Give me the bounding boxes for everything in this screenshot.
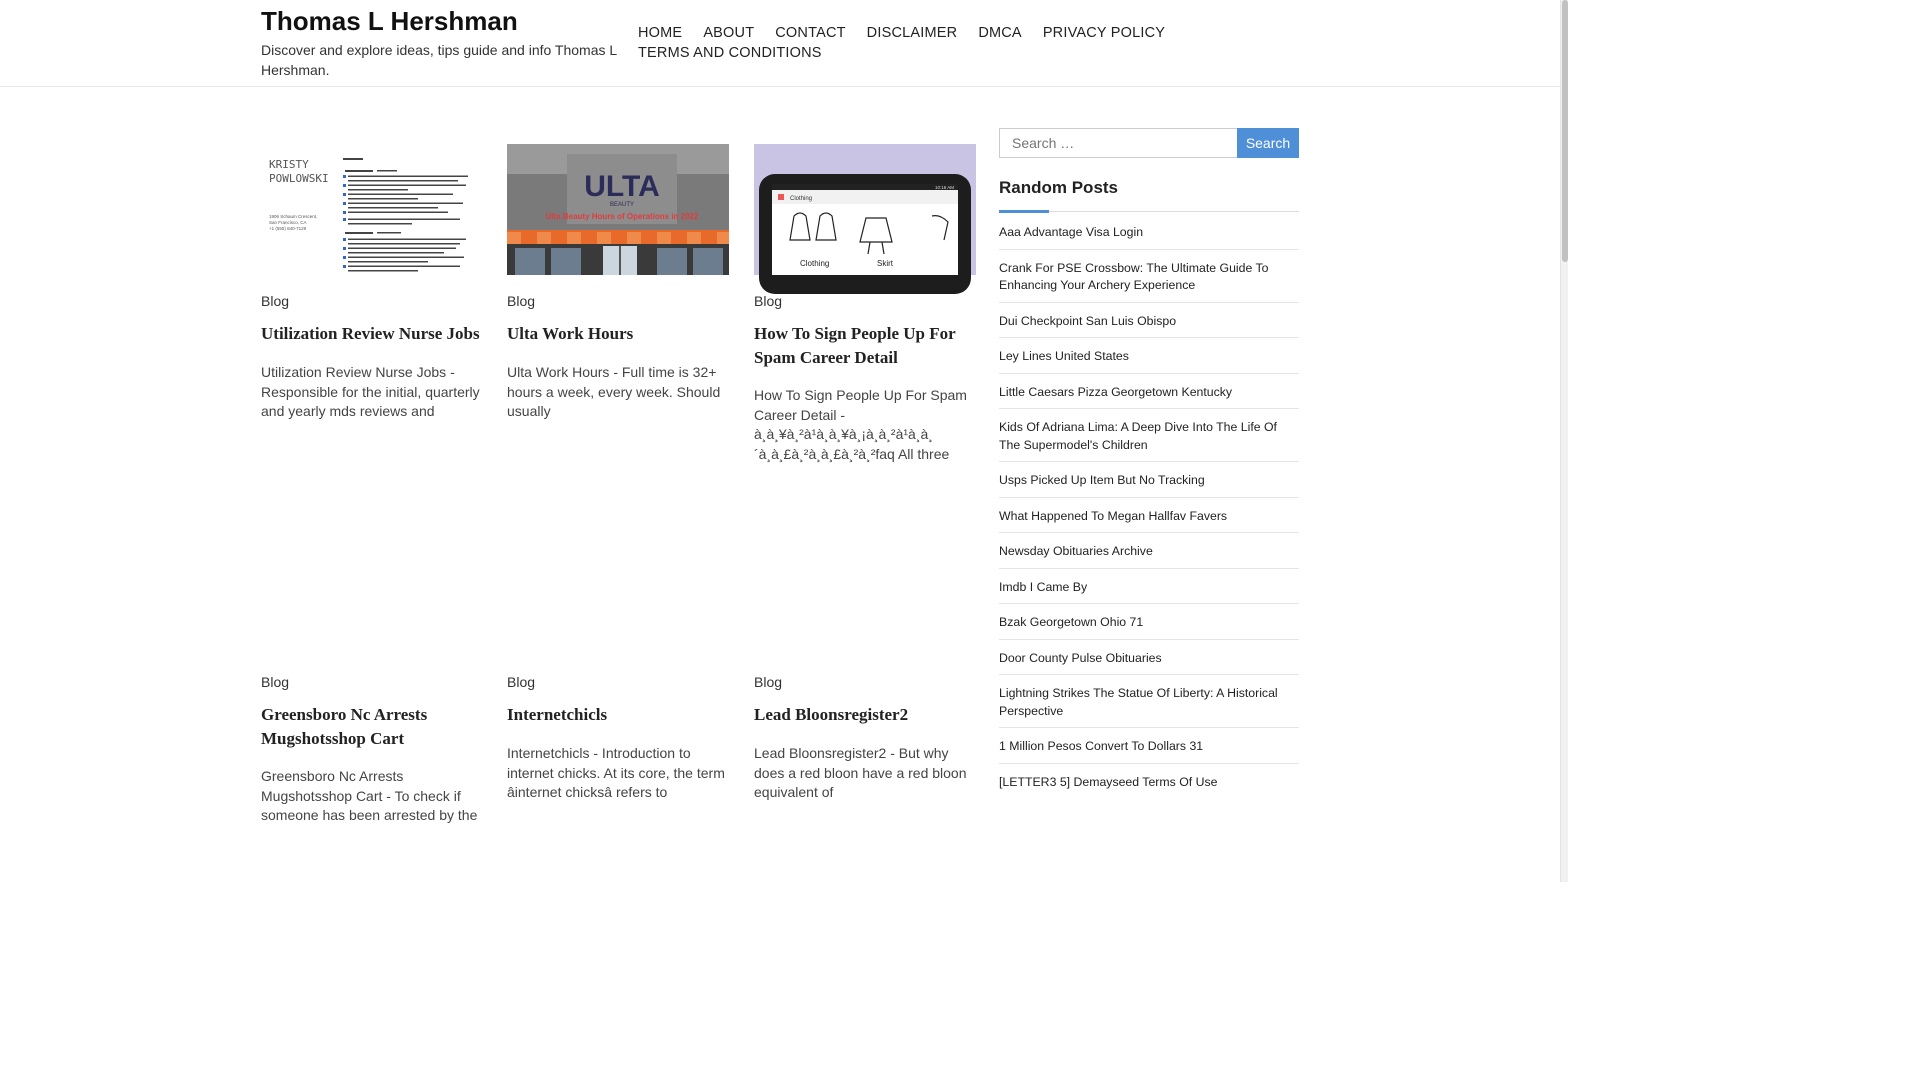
site-header xyxy=(0,0,1560,87)
thumb-status-time: 10:16 AM xyxy=(934,185,954,190)
random-post-link[interactable]: Aaa Advantage Visa Login xyxy=(999,214,1299,250)
nav-disclaimer[interactable]: DISCLAIMER xyxy=(866,25,958,41)
thumb-banner-text: Ulta Beauty Hours of Operations in 2022 xyxy=(545,212,699,221)
scrollbar-thumb[interactable] xyxy=(1562,0,1568,262)
nav-privacy-policy[interactable]: PRIVACY POLICY xyxy=(1042,25,1166,41)
post-excerpt: Lead Bloonsregister2 - But why does a red bloon have a red bloon equivalent of xyxy=(754,745,967,800)
post-card xyxy=(261,144,483,419)
post-card xyxy=(754,144,976,462)
thumb-address-line1: 1906 Schaum Crescent, xyxy=(269,214,318,219)
nav-dmca[interactable]: DMCA xyxy=(978,25,1022,41)
thumb-address-line2: San Francisco, CA xyxy=(269,220,307,225)
main-nav xyxy=(638,23,1198,63)
random-post-link[interactable]: Dui Checkpoint San Luis Obispo xyxy=(999,303,1299,339)
site-description: Discover and explore ideas, tips guide and info Thomas L Hershman. xyxy=(261,42,617,78)
thumb-label-skirt: Skirt xyxy=(877,259,893,268)
nav-about[interactable]: ABOUT xyxy=(703,25,755,41)
thumb-logo-sub: BEAUTY xyxy=(609,202,635,208)
post-card xyxy=(507,144,729,419)
random-post-link[interactable]: [LETTER3 5] Demayseed Terms Of Use xyxy=(999,774,1218,789)
random-post-link[interactable]: Crank For PSE Crossbow: The Ultimate Guide To Enhancing Your Archery Experience xyxy=(999,250,1299,303)
nav-terms-and-conditions[interactable]: TERMS AND CONDITIONS xyxy=(638,45,822,61)
random-posts-title: Random Posts xyxy=(999,178,1119,197)
page-scrollbar[interactable] xyxy=(1560,0,1568,882)
random-post-link[interactable]: Bzak Georgetown Ohio 71 xyxy=(999,604,1299,640)
post-excerpt: How To Sign People Up For Spam Career Detail - à¸à¸¥à¸²à¹à¸à¸¥à¸¡à¸à¸²à¹à¸à¸´à¸à¸£à¸²à¸à¸£à¸²à¸²faq All three xyxy=(754,387,967,462)
widget-accent-bar xyxy=(999,210,1049,213)
random-post-link[interactable]: 1 Million Pesos Convert To Dollars 31 xyxy=(999,728,1299,764)
search-button[interactable]: Search xyxy=(1237,128,1299,158)
post-excerpt: Greensboro Nc Arrests Mugshotsshop Cart - To check if someone has been arrested by the xyxy=(261,768,478,823)
nav-contact[interactable]: CONTACT xyxy=(775,25,846,41)
thumb-name-line1: KRISTY xyxy=(269,158,309,171)
thumb-phone: +1 (555) 840-7129 xyxy=(269,226,307,231)
post-title[interactable]: Internetchicls xyxy=(507,705,608,724)
post-title[interactable]: Greensboro Nc Arrests Mugshotsshop Cart xyxy=(261,705,428,748)
random-post-link[interactable]: Ley Lines United States xyxy=(999,338,1299,374)
post-category[interactable]: Blog xyxy=(507,293,536,309)
post-category[interactable]: Blog xyxy=(261,293,290,309)
random-post-link[interactable]: Lightning Strikes The Statue Of Liberty: A Historical Perspective xyxy=(999,675,1299,728)
post-thumbnail-store[interactable] xyxy=(507,144,729,275)
post-category[interactable]: Blog xyxy=(754,293,783,309)
post-excerpt: Ulta Work Hours - Full time is 32+ hours a week, every week. Should usually xyxy=(507,364,721,419)
random-post-link[interactable]: Usps Picked Up Item But No Tracking xyxy=(999,462,1299,498)
thumb-logo: ULTA xyxy=(584,170,660,203)
post-excerpt: Internetchicls - Introduction to internet chicks. At its core, the term âinternet chicksâ refers to xyxy=(507,745,725,800)
random-post-link[interactable]: What Happened To Megan Hallfav Favers xyxy=(999,498,1299,534)
random-post-link[interactable]: Newsday Obituaries Archive xyxy=(999,533,1299,569)
thumb-label-clothing: Clothing xyxy=(800,259,830,268)
post-category[interactable]: Blog xyxy=(261,674,290,690)
nav-home[interactable]: HOME xyxy=(638,25,683,41)
thumb-screen-title: Clothing xyxy=(790,196,813,202)
post-thumbnail-tablet[interactable] xyxy=(754,144,976,275)
random-post-link[interactable]: Little Caesars Pizza Georgetown Kentucky xyxy=(999,374,1299,410)
post-title[interactable]: Ulta Work Hours xyxy=(507,324,634,343)
random-post-link[interactable]: Door County Pulse Obituaries xyxy=(999,640,1299,676)
site-title[interactable]: Thomas L Hershman xyxy=(261,6,518,36)
random-post-link[interactable]: Kids Of Adriana Lima: A Deep Dive Into The Life Of The Supermodel's Children xyxy=(999,409,1299,462)
post-title[interactable]: How To Sign People Up For Spam Career Detail xyxy=(754,324,956,367)
thumb-name-line2: POWLOWSKI xyxy=(269,172,329,185)
random-posts-list xyxy=(999,214,1299,798)
post-category[interactable]: Blog xyxy=(754,674,783,690)
post-title[interactable]: Utilization Review Nurse Jobs xyxy=(261,324,480,343)
search-input[interactable] xyxy=(999,128,1238,158)
post-thumbnail-resume[interactable] xyxy=(261,144,483,275)
post-category[interactable]: Blog xyxy=(507,674,536,690)
random-post-link[interactable]: Imdb I Came By xyxy=(999,569,1299,605)
post-excerpt: Utilization Review Nurse Jobs - Responsible for the initial, quarterly and yearly mds reviews and xyxy=(261,364,480,419)
post-title[interactable]: Lead Bloonsregister2 xyxy=(754,705,909,724)
